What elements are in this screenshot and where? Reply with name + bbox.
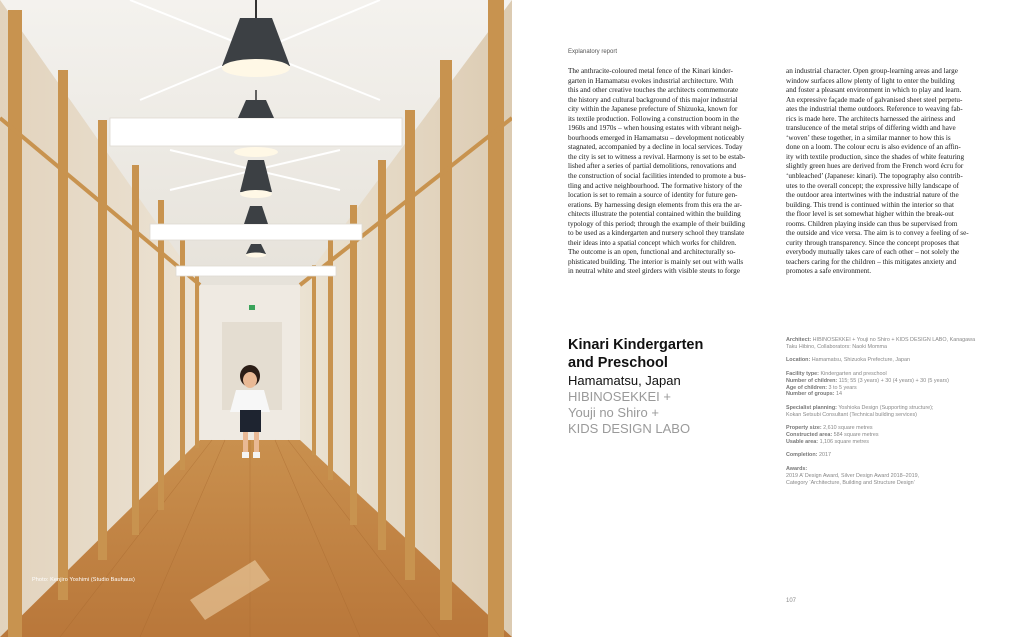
text-line: The outcome is an open, functional and architecturally so- (568, 248, 736, 257)
fact-value: Kindergarten and preschool (820, 370, 887, 377)
text-line: the outdoor area intertwines with the industrial nature of the (786, 191, 959, 200)
fact-value: 2019 A’ Design Award, Silver Design Award 2018–2019, (786, 472, 920, 479)
architect-line: Youji no Shiro + (568, 405, 659, 420)
section-label: Explanatory report (568, 49, 618, 55)
fact-value: 14 (836, 391, 843, 398)
text-line: to be used as a kindergarten and nursery school they translate (568, 229, 745, 238)
text-line: the outside and vice versa. The aim is to convey a feeling of se- (786, 229, 969, 238)
text-line: slightly green hues are derived from the French word écru for (786, 162, 964, 171)
text-line: The anthracite-coloured metal fence of the Kinari kinder- (568, 67, 733, 75)
fact-label: Usable area: (786, 438, 819, 445)
text-line: typology of this period; through the example of their building (568, 219, 746, 228)
text-line: rics is made here. The architects harnessed the airiness and (786, 114, 956, 123)
fact-value: Kokan Setsubi Consultant (Technical building services) (786, 411, 917, 418)
architect-line: HIBINOSEKKEI + (568, 389, 671, 404)
fact-label: Facility type: (786, 370, 819, 377)
fact-value: Hamamatsu, Shizuoka Prefecture, Japan (811, 357, 911, 364)
fact-value: Yoshioka Design (Supporting structure); (838, 404, 934, 411)
text-line: the floor level is set somewhat higher within the break-out (786, 210, 954, 219)
fact-label: Age of children: (786, 384, 828, 391)
fact-value: HIBINOSEKKEI + Youji no Shiro + KIDS DESIGN LABO, Kanagawa (812, 337, 976, 343)
text-line: the history and cultural background of this major industrial (568, 95, 738, 104)
text-line: the city is set to witness a revival. Harmony is set to be estab- (568, 152, 746, 161)
text-line: garten in Hamamatsu evokes industrial architecture. With (568, 76, 734, 85)
project-location: Hamamatsu, Japan (568, 373, 681, 388)
text-line: their ideas into a spatial concept which works for children. (568, 238, 737, 247)
text-line: 1960s and 1970s – when housing estates with vibrant neigh- (568, 124, 742, 133)
text-line: ‘woven’ these together, in a similar manner to how this is (786, 133, 951, 142)
fact-value: 3 to 5 years (828, 384, 857, 391)
fact-value: Taku Hibino, Collaborators: Naoki Momma (786, 343, 887, 350)
text-page (512, 0, 1024, 637)
text-line: stagnated, accompanied by a decline in local services. Today (568, 143, 743, 152)
facts-location (786, 357, 998, 364)
photo-credit: Photo: Kenjiro Yoshimi (Studio Bauhaus) (32, 577, 135, 583)
fact-value: 115; 55 (3 years) + 30 (4 years) + 30 (5 years) (838, 377, 949, 384)
project-facts (786, 337, 998, 493)
project-title-block (568, 337, 768, 437)
project-title-line: Kinari Kindergarten (568, 337, 704, 353)
text-line: the construction of social facilities intended to promote a bus- (568, 172, 746, 181)
text-line: chitects illustrate the potential contained within the building (568, 210, 741, 219)
text-line: tling and active neighbourhood. The formative history of the (568, 181, 743, 190)
fact-value: 2017 (818, 452, 831, 459)
text-line: done on a loom. The colour ecru is also evidence of an affin- (786, 143, 961, 152)
text-line: rooms. Children playing inside can thus be supervised from (786, 219, 958, 228)
fact-label: Location: (786, 357, 811, 364)
text-line: phisticated building. The interior is mainly set out with walls (568, 257, 744, 266)
facts-facility (786, 371, 998, 399)
text-line: city within the Japanese prefecture of Shizuoka, known for (568, 105, 738, 114)
facts-areas (786, 425, 998, 446)
facts-architect (786, 337, 998, 351)
fact-value: Category ‘Architecture, Building and Structure Design’ (786, 479, 915, 486)
report-column-right (786, 67, 993, 277)
text-line: ity with textile production, since the shades of white featuring (786, 152, 965, 161)
text-line: ates the industrial theme outdoors. Reference to weaving fab- (786, 105, 963, 114)
fact-label: Architect: (786, 337, 812, 343)
page-number: 107 (786, 598, 797, 604)
text-line: this and other creative touches the architects commemorate (568, 86, 739, 95)
fact-value: 584 square metres (833, 432, 879, 439)
text-line: bourhoods emerged in Hamamatsu – development noticeably (568, 133, 745, 142)
fact-label: Number of children: (786, 377, 838, 384)
text-line: ‘unbleached’ (Japanese: kinari). The topography also contrib- (786, 172, 963, 181)
text-line: and foster a pleasant environment in which to play and learn. (786, 86, 962, 95)
text-line: its textile production. Following a construction boom in the (568, 114, 740, 123)
facts-specialist (786, 405, 998, 419)
text-line: an industrial character. Open group-learning areas and large (786, 67, 958, 75)
project-title-line: and Preschool (568, 354, 668, 371)
fact-value: 1,106 square metres (819, 438, 870, 445)
fact-label: Constructed area: (786, 432, 833, 439)
text-line: An expressive façade made of galvanised sheet steel perpetu- (786, 95, 963, 104)
text-line: translucence of the metal strips of differing width and have (786, 124, 956, 133)
facts-awards (786, 466, 998, 487)
text-line: building. This trend is continued within the interior so that (786, 200, 954, 209)
report-column-left (568, 67, 775, 277)
fact-label: Completion: (786, 452, 818, 459)
fact-label: Specialist planning: (786, 404, 837, 411)
text-line: teachers caring for the children – this mitigates anxiety and (786, 257, 957, 266)
text-line: lished after a series of partial demolitions, renovations and (568, 162, 737, 171)
architect-line: KIDS DESIGN LABO (568, 421, 691, 436)
project-title (568, 337, 768, 372)
text-line: window surfaces allow plenty of light to enter the building (786, 76, 955, 85)
text-line: in neutral white and steel girders with visible steuts to forge (568, 267, 740, 276)
text-line: curity through transparency. Since the concept proposes that (786, 238, 960, 247)
facts-completion (786, 452, 998, 459)
fact-label: Property size: (786, 425, 822, 432)
text-line: erations. By harnessing design elements from this era the ar- (568, 200, 742, 209)
fact-label: Number of groups: (786, 391, 835, 398)
text-line: everybody mutually takes care of each other – not solely the (786, 248, 960, 257)
text-line: utes to the overall concept; the expressive hilly landscape of (786, 181, 960, 190)
text-line: location is set to remain a source of identity for future gen- (568, 191, 738, 200)
project-architects (568, 389, 768, 437)
text-line: promotes a safe environment. (786, 267, 872, 276)
fact-value: 2,610 square metres (823, 425, 873, 432)
fact-label: Awards: (786, 465, 808, 472)
